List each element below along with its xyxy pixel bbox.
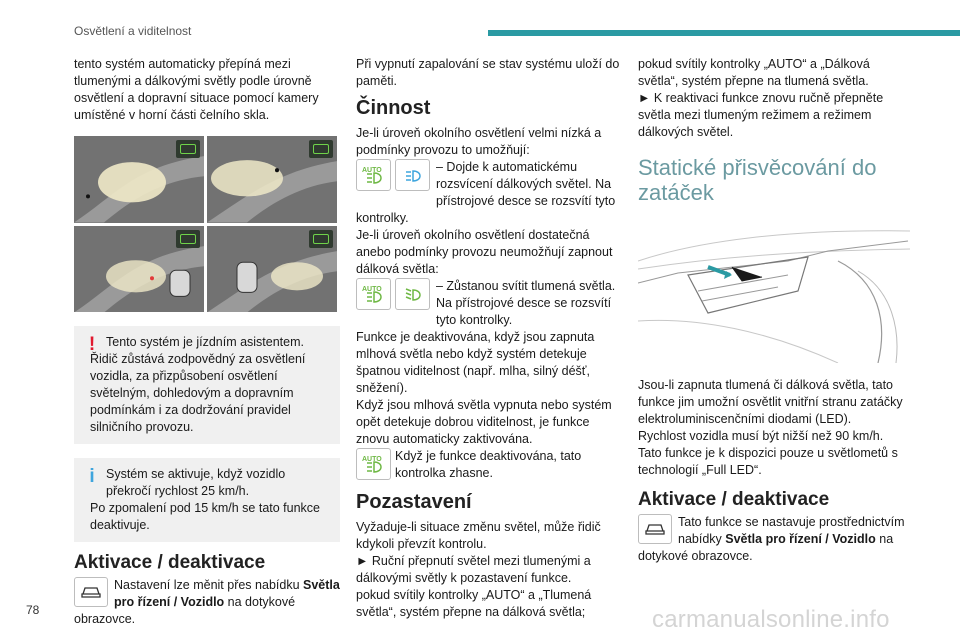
pause-p1: Vyžaduje-li situace změnu světel, může řidič kdykoli převzít kontrolu. bbox=[356, 520, 601, 551]
pause-p3: pokud svítily kontrolky „AUTO“ a „Tlumená světla“, systém přepne na dálková světla; bbox=[356, 588, 592, 619]
operation-p3: Funkce je deaktivována, když jsou zapnuta mlhová světla nebo když systém detekuje špatnou viditelnost (např. mlha, silný déšť, sněžení). bbox=[356, 330, 595, 395]
high-beam-item: AUTO – Dojde k automatickému rozsvícení dálkových světel. Na přístrojové desce se rozsvítí tyto kontrolky. bbox=[356, 160, 616, 225]
operation-p4: Když jsou mlhová světla vypnuta nebo systém opět detekuje dobrou viditelnost, je funkce znovu automaticky zaktivována. bbox=[356, 398, 612, 446]
low-beam-item: AUTO – Zůstanou svítit tlumená světla. Na přístrojové desce se rozsvítí tyto kontrolky. bbox=[356, 278, 622, 329]
activation-paragraph-2: Tato funkce se nastavuje prostřednictvím nabídky Světla pro řízení / Vozidlo na dotykové obrazovce. bbox=[638, 515, 905, 563]
high-beam-icon bbox=[395, 159, 430, 191]
col3-p1: pokud svítily kontrolky „AUTO“ a „Dálková světla“, systém přepne na tlumená světla. bbox=[638, 57, 870, 88]
headlight-illustration bbox=[74, 136, 337, 312]
menu-path: Světla pro řízení / Vozidlo bbox=[725, 532, 876, 546]
operation-heading: Činnost bbox=[356, 97, 431, 119]
intro-paragraph: tento systém automaticky přepíná mezi tlumenými a dálkovými světly podle úrovně osvětlení a dopravní situace pomocí kamery umístěné v horní části čelního skla. bbox=[74, 57, 319, 122]
auto-lamp-icon: AUTO bbox=[356, 448, 391, 480]
vehicle-menu-icon bbox=[638, 514, 672, 544]
activation-heading: Aktivace / deaktivace bbox=[74, 552, 266, 573]
auto-lamp-icon: AUTO bbox=[356, 278, 391, 310]
page-number: 78 bbox=[26, 603, 40, 617]
headlamp-illustration bbox=[638, 221, 910, 363]
info-text: Po zpomalení pod 15 km/h se tato funkce deaktivuje. bbox=[90, 501, 320, 532]
static-p1: Jsou-li zapnuta tlumená či dálková světla, tato funkce jim umožní osvětlit vnitřní stranu zatáčky elektroluminiscenčními diodami (LED). bbox=[638, 378, 903, 426]
illustration-panel-1 bbox=[74, 136, 204, 223]
deactivated-item: AUTO Když je funkce deaktivována, tato kontrolka zhasne. bbox=[356, 448, 622, 484]
static-cornering-heading: Statické přisvěcování do zatáček bbox=[638, 155, 877, 205]
vehicle-menu-icon bbox=[74, 577, 108, 607]
pause-heading: Pozastavení bbox=[356, 491, 472, 513]
watermark: carmanualsonline.info bbox=[652, 606, 890, 633]
info-line-1: Systém se aktivuje, když vozidlo překročí rychlost 25 km/h. bbox=[106, 467, 286, 498]
pause-p2: ► Ruční přepnutí světel mezi tlumenými a dálkovými světly k pozastavení funkce. bbox=[356, 554, 591, 585]
illustration-panel-4 bbox=[207, 226, 337, 313]
activation-paragraph: Nastavení lze měnit přes nabídku Světla pro řízení / Vozidlo na dotykové obrazovce. bbox=[74, 578, 340, 626]
col3-p2: ► K reaktivaci funkce znovu ručně přepněte světla mezi tlumeným režimem a režimem dálkových světel. bbox=[638, 91, 884, 139]
auto-lamp-icon: AUTO bbox=[356, 159, 391, 191]
low-beam-indicator-icon bbox=[309, 230, 333, 248]
low-beam-indicator-icon bbox=[176, 230, 200, 248]
info-box bbox=[74, 458, 340, 542]
column-3 bbox=[638, 56, 912, 565]
column-1 bbox=[74, 56, 340, 628]
menu-path: Světla pro řízení / Vozidlo bbox=[114, 578, 340, 609]
low-beam-icon bbox=[395, 278, 430, 310]
low-beam-indicator-icon bbox=[309, 140, 333, 158]
high-beam-indicator-icon bbox=[176, 140, 200, 158]
illustration-panel-3 bbox=[74, 226, 204, 313]
warning-text: Řidič zůstává zodpovědný za osvětlení vozidla, za přizpůsobení osvětlení světelným, dohledovým a dopravním podmínkám i za dodržování pravidel silničního provozu. bbox=[90, 352, 306, 434]
activation-heading-2: Aktivace / deaktivace bbox=[638, 489, 830, 510]
warning-box bbox=[74, 326, 340, 444]
static-p3: Tato funkce je k dispozici pouze u světlometů s technologií „Full LED“. bbox=[638, 446, 898, 477]
running-header: Osvětlení a viditelnost bbox=[74, 24, 192, 38]
memory-paragraph: Při vypnutí zapalování se stav systému uloží do paměti. bbox=[356, 57, 620, 88]
operation-p1: Je-li úroveň okolního osvětlení velmi nízká a podmínky provozu to umožňují: bbox=[356, 126, 602, 157]
exclamation-icon: ! bbox=[88, 334, 96, 355]
header-accent-bar bbox=[488, 30, 960, 36]
operation-p2: Je-li úroveň okolního osvětlení dostatečná anebo podmínky provozu neumožňují zapnout dálková světla: bbox=[356, 228, 613, 276]
column-2 bbox=[356, 56, 622, 621]
warning-line-1: Tento systém je jízdním asistentem. bbox=[106, 335, 304, 349]
info-icon: i bbox=[89, 466, 95, 487]
static-p2: Rychlost vozidla musí být nižší než 90 km/h. bbox=[638, 429, 884, 443]
illustration-panel-2 bbox=[207, 136, 337, 223]
